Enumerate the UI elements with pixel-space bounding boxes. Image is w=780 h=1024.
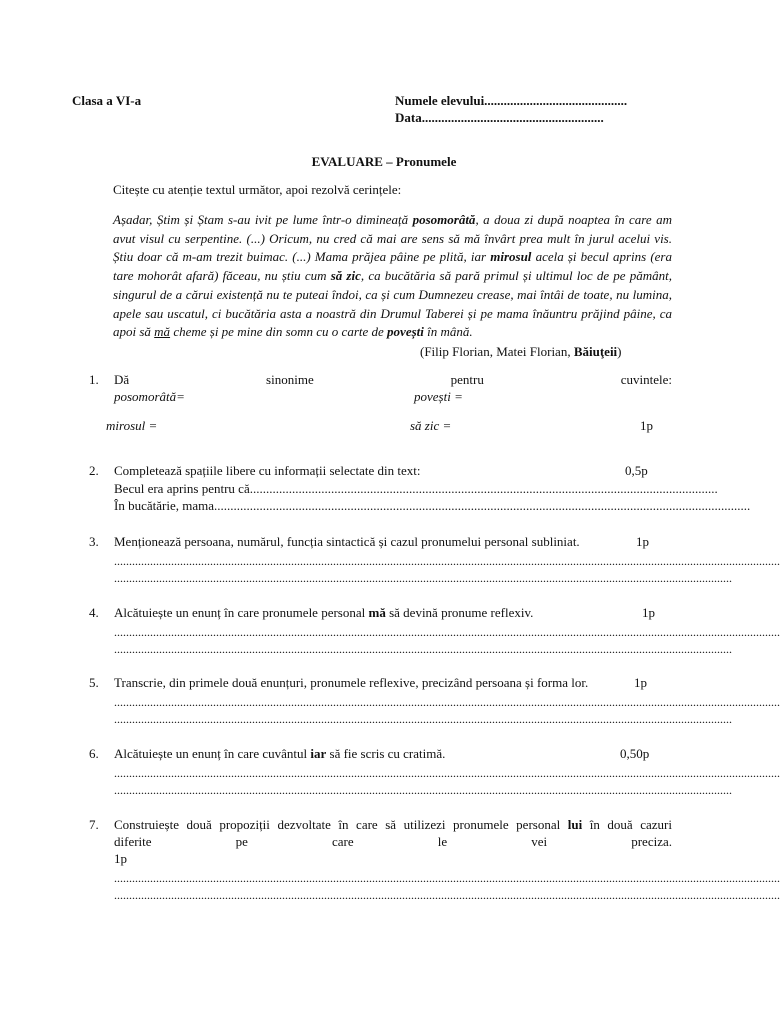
- question-text-part: să fie scris cu cratimă.: [326, 746, 446, 761]
- answer-line[interactable]: ..............................................................................................................................................................................................................................: [114, 766, 780, 780]
- points-badge: 0,50p: [620, 746, 650, 761]
- question-number: 3.: [89, 534, 99, 549]
- passage-part: , ca bucătăria să pară primul și ultimul loc de pe pământ, singurul de a cărui existență nu te puteai îndoi, ca și cum Dumnezeu crease, mai întâi de toate, nu lumina, apele sau uscatul, ci bucătăria asta a noastră din Drumul Taberei și pe mama înăuntru prăjind pâine, ca apoi să: [113, 268, 673, 340]
- passage-key-word: mirosul: [490, 249, 532, 265]
- question-7-text: [114, 817, 672, 833]
- source-prefix: (Filip Florian, Matei Florian,: [420, 344, 574, 359]
- passage-key-word: să zic: [330, 268, 361, 284]
- question-text-part: Alcătuiește un enunț în care pronumele personal: [114, 605, 369, 620]
- points-badge: 1p: [114, 851, 127, 866]
- passage-part: acela și becul aprins (era tare mohorât afară) făceau, nu știu cum: [113, 249, 672, 284]
- fill-in-line[interactable]: Becul era aprins pentru că................................................................................................................................................: [114, 481, 718, 496]
- answer-line[interactable]: ..............................................................................................................................................................................................................................: [114, 871, 780, 885]
- question-7-text-line2: diferite pe care le vei preciza.: [114, 834, 672, 849]
- question-3-text: Menționează persoana, numărul, funcția sintactică și cazul pronumelui personal subliniat.: [114, 534, 580, 549]
- question-number: 1.: [89, 372, 99, 387]
- answer-line[interactable]: ..............................................................................................................................................................................................................: [114, 571, 732, 585]
- class-label: Clasa a VI-a: [72, 93, 142, 108]
- question-text-part: în două cazuri: [582, 817, 673, 832]
- points-badge: 0,5p: [625, 463, 648, 478]
- question-5-text: Transcrie, din primele două enunțuri, pronumele reflexive, precizând persoana și forma lor.: [114, 675, 589, 690]
- question-key-word: mă: [368, 605, 386, 620]
- instructions: Citește cu atenție textul următor, apoi rezolvă cerințele:: [113, 182, 402, 197]
- passage-source: [420, 344, 622, 360]
- page-title: EVALUARE – Pronumele: [311, 154, 457, 169]
- fill-in-line[interactable]: În bucătărie, mama.....................................................................................................................................................................: [114, 498, 751, 513]
- question-4-text: [114, 605, 533, 621]
- passage-part: în mână.: [423, 324, 473, 340]
- synonym-word: posomorâtă=: [114, 389, 185, 404]
- answer-line[interactable]: ..............................................................................................................................................................................................................: [114, 783, 732, 797]
- reading-passage: [113, 211, 672, 342]
- student-name-label: Numele elevului............................................: [395, 93, 628, 108]
- passage-underlined-pronoun: mă: [154, 324, 171, 340]
- passage-part: Așadar, Știm și Ștam s-au ivit pe lume într-o dimineață: [113, 212, 413, 227]
- source-book: Băiuţeii: [573, 344, 618, 359]
- question-number: 5.: [89, 675, 99, 690]
- passage-part: , a doua zi după noaptea în care am avut visul cu serpentine. (...) Oricum, nu cred că mai are sens să mă învârt prea mult în jurul acelui vis. Știu doar că m-am trezit buimac. (...) Mama prăjea pâine pe plită, iar: [113, 212, 673, 265]
- question-number: 6.: [89, 746, 99, 761]
- fill-in-prompt: În bucătărie, mama: [114, 498, 214, 513]
- points-badge: 1p: [636, 534, 649, 549]
- synonym-word: să zic =: [410, 418, 452, 433]
- fill-in-prompt: Becul era aprins pentru că: [114, 481, 250, 496]
- question-key-word: lui: [567, 817, 583, 832]
- answer-line[interactable]: ..............................................................................................................................................................................................................: [114, 642, 732, 656]
- question-key-word: iar: [310, 746, 327, 761]
- answer-line[interactable]: ..............................................................................................................................................................................................................................: [114, 554, 780, 568]
- synonym-word: povești =: [414, 389, 463, 404]
- question-text-part: Construiește două propoziții dezvoltate în care să utilizezi pronumele personal: [114, 817, 568, 832]
- question-text-part: să devină pronume reflexiv.: [385, 605, 534, 620]
- passage-part: cheme și pe mine din somn cu o carte de: [170, 324, 388, 340]
- question-number: 7.: [89, 817, 99, 832]
- answer-line[interactable]: ..............................................................................................................................................................................................................................: [114, 888, 780, 902]
- question-1-text: Dă sinonime pentru cuvintele:: [114, 372, 672, 387]
- question-number: 2.: [89, 463, 99, 478]
- answer-line[interactable]: ..............................................................................................................................................................................................................: [114, 712, 732, 726]
- points-badge: 1p: [640, 418, 653, 433]
- answer-line[interactable]: ..............................................................................................................................................................................................................................: [114, 695, 780, 709]
- points-badge: 1p: [634, 675, 647, 690]
- question-number: 4.: [89, 605, 99, 620]
- passage-key-word: posomorâtă: [412, 212, 476, 227]
- answer-line[interactable]: ..............................................................................................................................................................................................................................: [114, 625, 780, 639]
- question-2-text: Completează spațiile libere cu informații selectate din text:: [114, 463, 421, 478]
- question-text-part: Alcătuiește un enunț în care cuvântul: [114, 746, 311, 761]
- date-label: Data........................................................: [395, 110, 604, 125]
- passage-key-word: povești: [387, 324, 424, 340]
- synonym-word: mirosul =: [106, 418, 158, 433]
- question-6-text: [114, 746, 445, 762]
- points-badge: 1p: [642, 605, 655, 620]
- source-suffix: ): [617, 344, 622, 359]
